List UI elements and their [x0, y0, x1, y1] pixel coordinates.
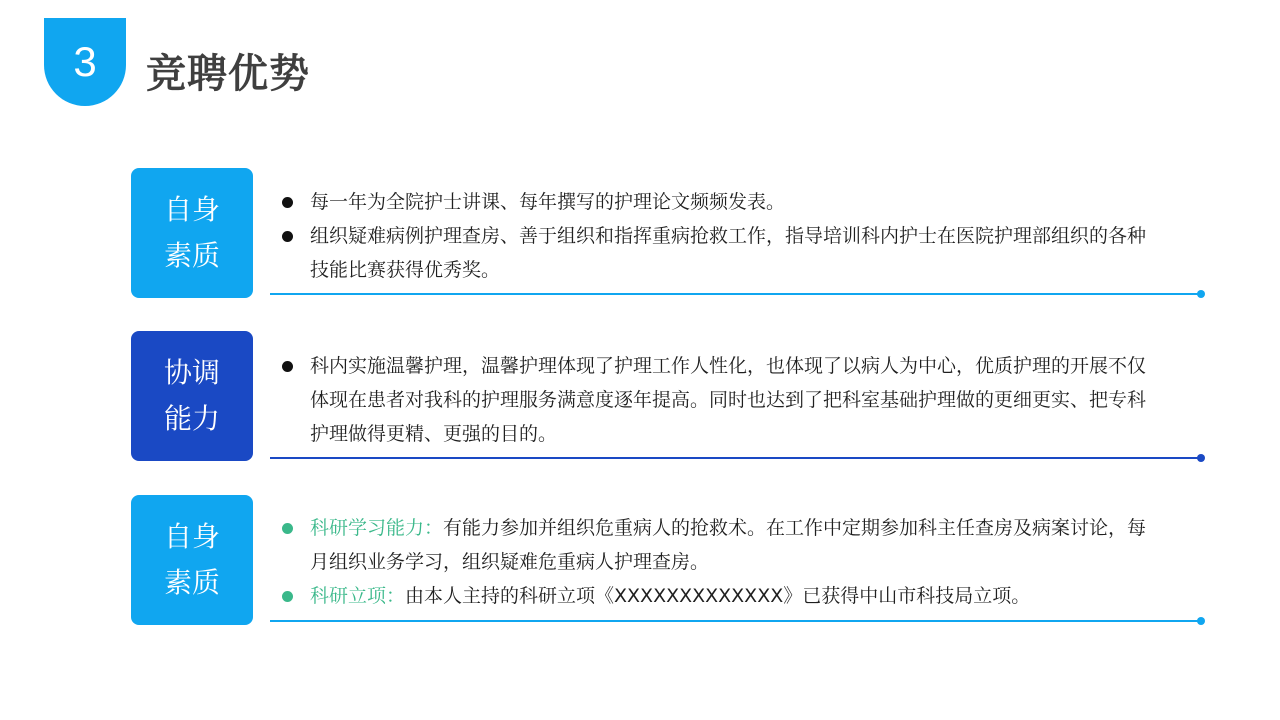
- section-number: 3: [73, 38, 97, 85]
- section-content: [282, 349, 1162, 451]
- section-label-line: 协调: [163, 356, 220, 389]
- section-label-line: 能力: [163, 402, 220, 435]
- bullet-icon: [282, 591, 293, 602]
- section-label-line: 素质: [163, 239, 220, 272]
- bullet-icon: [282, 197, 293, 208]
- section-label-self-quality: [131, 495, 253, 625]
- list-item-prefix: 科研学习能力：: [310, 517, 444, 539]
- list-item-text: 组织疑难病例护理查房、善于组织和指挥重病抢救工作，指导培训科内护士在医院护理部组织的各种技能比赛获得优秀奖。: [310, 225, 1147, 281]
- page-title: 竞聘优势: [146, 51, 310, 97]
- bullet-icon: [282, 231, 293, 242]
- section-number-badge: [44, 18, 126, 106]
- list-item-prefix: 科研立项：: [310, 585, 406, 607]
- divider-end-dot: [1197, 454, 1205, 462]
- section-divider: [270, 293, 1198, 295]
- section-label-self-quality: [131, 168, 253, 298]
- section-divider: [270, 620, 1198, 622]
- list-item: [282, 349, 1162, 451]
- list-item-text: 每一年为全院护士讲课、每年撰写的护理论文频频发表。: [310, 191, 786, 213]
- list-item: [282, 511, 1162, 579]
- section-content: [282, 511, 1162, 613]
- bullet-icon: [282, 523, 293, 534]
- list-item: [282, 185, 1162, 219]
- list-item-text: 由本人主持的科研立项《XXXXXXXXXXXXX》已获得中山市科技局立项。: [405, 585, 1031, 607]
- section-divider: [270, 457, 1198, 459]
- bullet-icon: [282, 361, 293, 372]
- section-content: [282, 185, 1162, 287]
- section-label-line: 自身: [163, 520, 220, 553]
- list-item-text: 有能力参加并组织危重病人的抢救术。在工作中定期参加科主任查房及病案讨论，每月组织业务学习，组织疑难危重病人护理查房。: [310, 517, 1147, 573]
- section-label-coordination: [131, 331, 253, 461]
- section-label-line: 素质: [163, 566, 220, 599]
- list-item: [282, 219, 1162, 287]
- list-item: [282, 579, 1162, 613]
- list-item-text: 科内实施温馨护理，温馨护理体现了护理工作人性化，也体现了以病人为中心，优质护理的开展不仅体现在患者对我科的护理服务满意度逐年提高。同时也达到了把科室基础护理做的更细更实、把专科护理做得更精、更强的目的。: [310, 355, 1147, 445]
- divider-end-dot: [1197, 290, 1205, 298]
- divider-end-dot: [1197, 617, 1205, 625]
- section-label-line: 自身: [163, 193, 220, 226]
